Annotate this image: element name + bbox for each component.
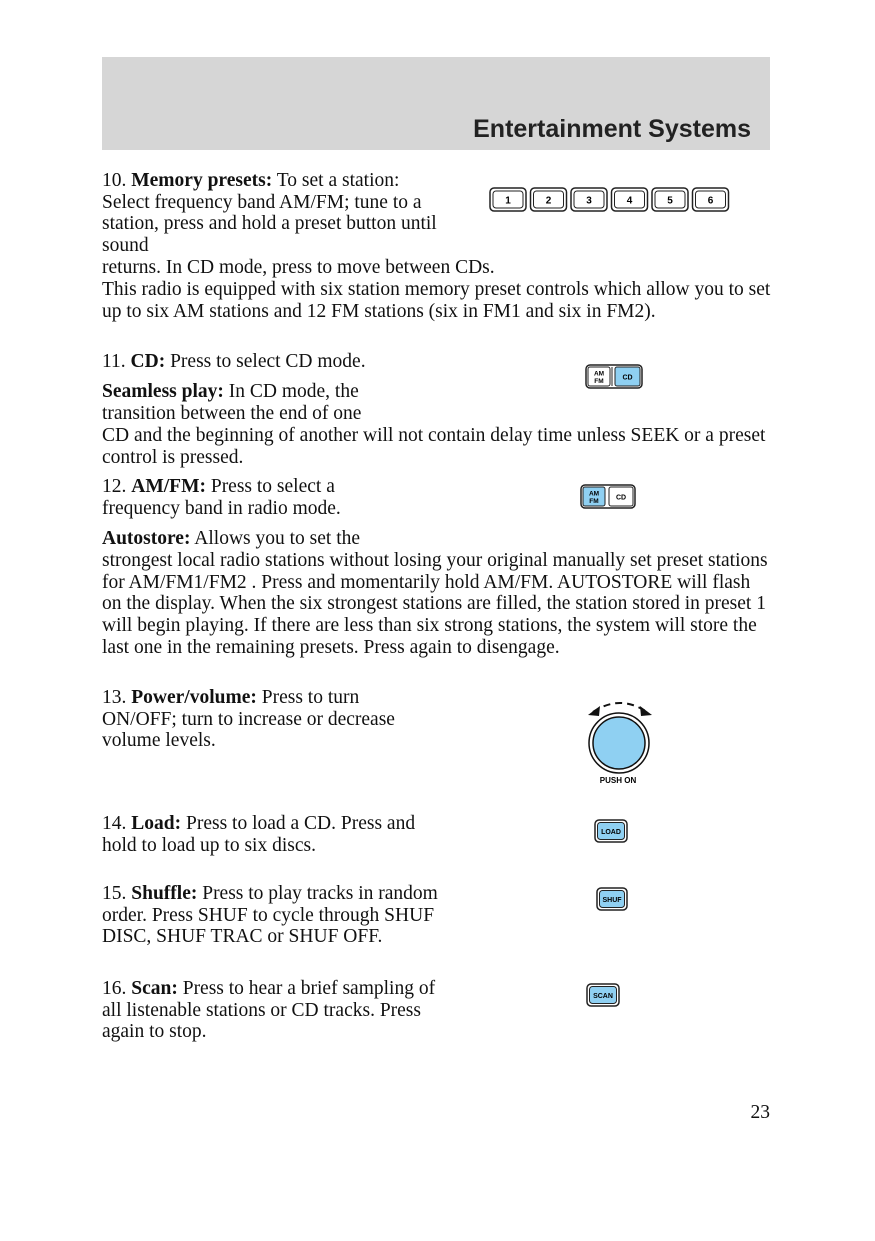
section-number: 16. [102,978,127,999]
preset-label: 5 [667,195,673,207]
section-10-intro [102,170,442,257]
am-label: AM [593,370,605,378]
section-16-intro [102,978,442,1043]
shuf-button-illustration [596,887,630,912]
volume-knob-illustration [580,694,660,788]
preset-label: 3 [586,195,592,207]
preset-label: 1 [505,195,511,207]
section-11-sub [102,381,422,424]
preset-button-3 [571,188,607,211]
push-on-label: PUSH ON [599,776,637,785]
section-14-intro [102,813,442,856]
scan-label: SCAN [593,993,613,1000]
fm-label: FM [594,378,604,385]
section-10-cont: returns. In CD mode, press to move between CDs. [102,257,495,278]
sub-heading: Seamless play: [102,381,224,402]
scan-button-illustration [586,983,622,1008]
preset-button-4 [612,188,648,211]
header-title: Entertainment Systems [473,115,751,143]
section-heading: Power/volume: [131,687,257,708]
page-header [102,57,770,150]
section-heading: Scan: [131,978,178,999]
preset-button-5 [652,188,688,211]
load-button-illustration [594,819,630,844]
sub-text: Allows you to set the [194,528,361,549]
section-text: Press to hear a brief sampling of all listenable stations or CD tracks. Press again to stop. [102,978,436,1043]
section-heading: Load: [131,813,182,834]
section-text: Press to play tracks in random order. Press SHUF to cycle through SHUF DISC, SHUF TRAC or SHUF OFF. [102,883,438,948]
section-10-para2: This radio is equipped with six station memory preset controls which allow you to set up to six AM stations and 12 FM stations (six in FM1 and six in FM2). [102,279,771,322]
sub-heading: Autostore: [102,528,191,549]
sub-text: In CD mode, the transition between the end of one [102,381,362,424]
load-label: LOAD [601,829,621,836]
section-12-sub [102,528,442,550]
preset-button-6 [693,188,729,211]
section-heading: Shuffle: [131,883,198,904]
page-number: 23 [750,1102,770,1123]
preset-label: 4 [626,195,633,207]
am-label: AM [588,490,600,498]
cd-label: CD [615,494,627,502]
section-number: 12. [102,476,127,497]
section-number: 13. [102,687,127,708]
section-text: To set a station: Select frequency band AM/FM; tune to a station, press and hold a preset button until sound [102,170,437,257]
section-text: Press to turn ON/OFF; turn to increase or decrease volume levels. [102,687,395,752]
section-number: 11. [102,351,126,372]
preset-button-2 [531,188,567,211]
section-text: Press to select a frequency band in radio mode. [102,476,341,519]
fm-label: FM [589,498,599,505]
section-text: Press to load a CD. Press and hold to load up to six discs. [102,813,416,856]
preset-label: 6 [707,195,714,207]
amfm-button-illustration [580,484,638,510]
section-15-intro [102,883,442,948]
section-text: Press to select CD mode. [170,351,366,372]
section-number: 14. [102,813,127,834]
section-13-intro [102,687,422,752]
cd-label: CD [622,374,633,382]
section-12-intro [102,476,402,519]
section-number: 10. [102,170,127,191]
volume-knob [593,717,645,769]
section-12-cont: strongest local radio stations without losing your original manually set preset stations for AM/FM1/FM2 . Press and momentarily hold AM/FM. AUTOSTORE will flash on the display. When the six strongest stations are filled, the station stored in preset 1 will begin playing. If there are less than six strong stations, the system will store the last one in the remaining presets. Press again to disengage. [102,550,768,658]
preset-button-1 [490,188,526,211]
section-number: 15. [102,883,127,904]
cd-button-illustration [585,364,645,390]
section-heading: Memory presets: [131,170,273,191]
section-11-cont: CD and the beginning of another will not contain delay time unless SEEK or a preset control is pressed. [102,425,766,468]
preset-label: 2 [545,195,552,207]
shuf-label: SHUF [602,897,622,904]
section-11-intro [102,351,442,373]
section-heading: AM/FM: [131,476,206,497]
preset-buttons-illustration [488,186,732,214]
section-heading: CD: [130,351,166,372]
